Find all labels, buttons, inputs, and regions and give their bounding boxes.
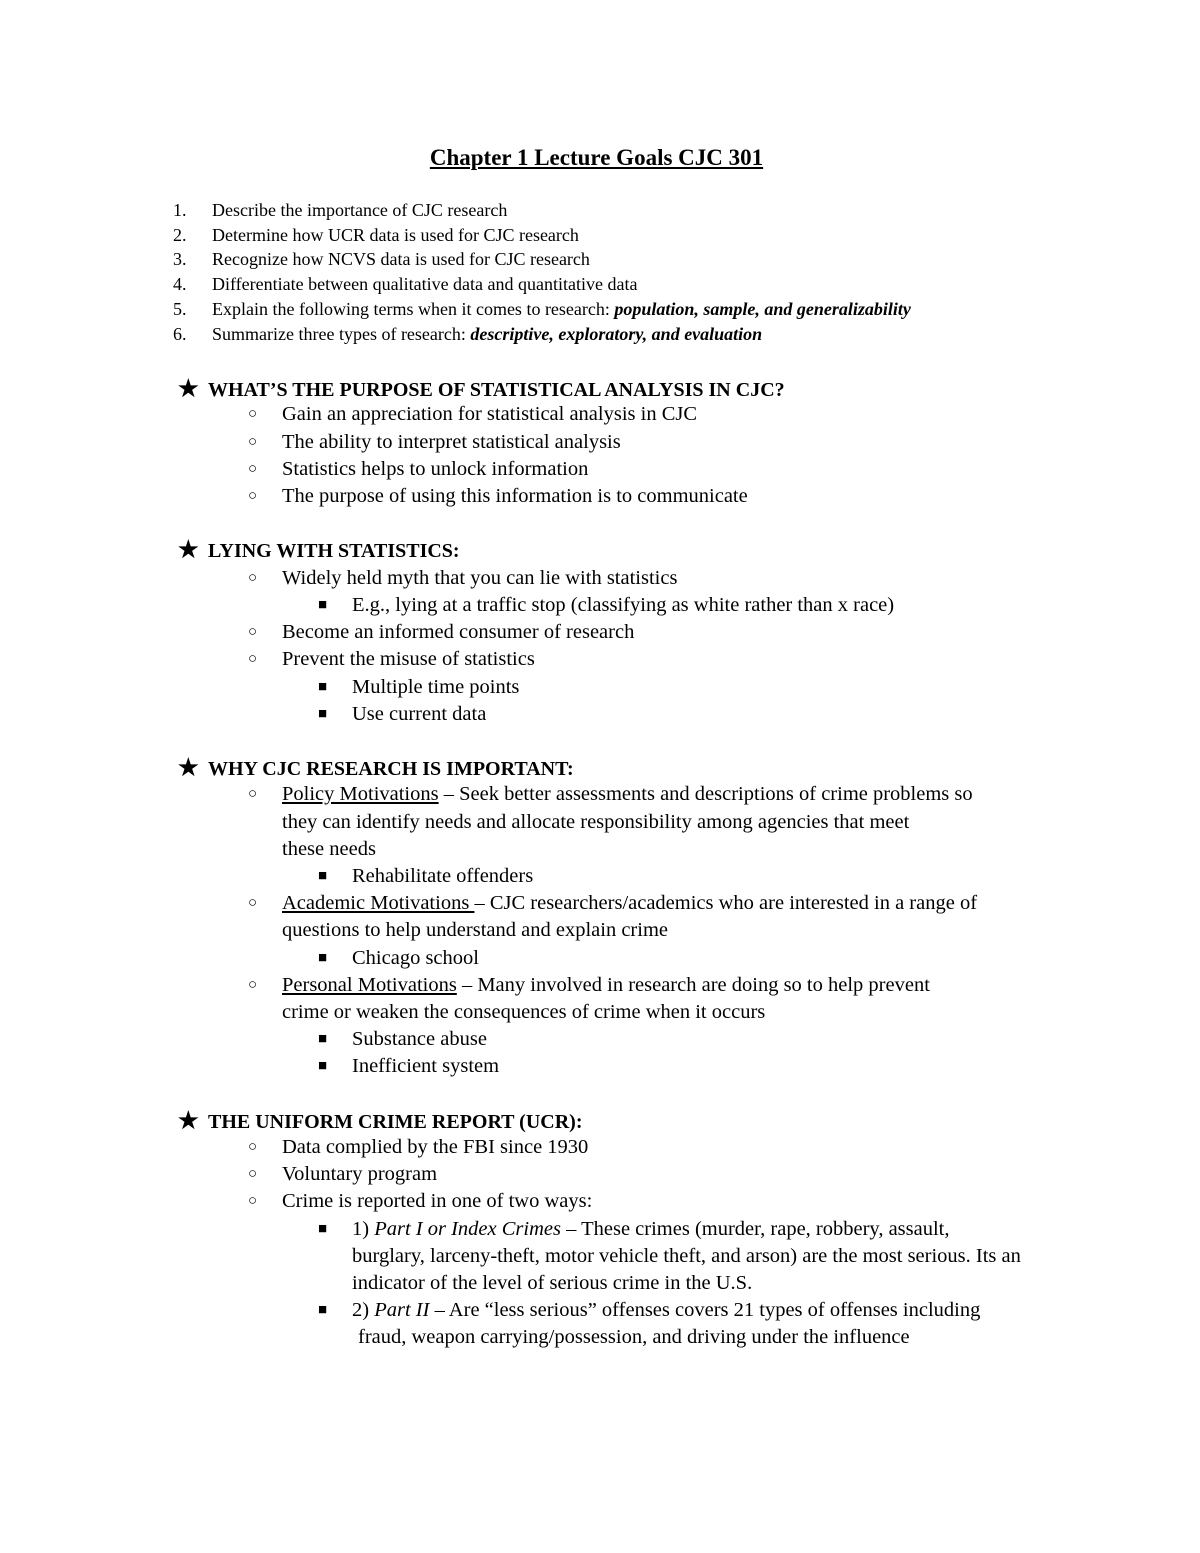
circle-bullet-icon: ○ [248, 461, 258, 477]
goal-number: 5. [173, 299, 187, 319]
goal-number: 4. [173, 274, 187, 294]
goal-number: 1. [173, 200, 187, 220]
goal-text: Determine how UCR data is used for CJC research [212, 225, 579, 245]
square-bullet-icon: ■ [318, 597, 328, 613]
square-bullet-icon: ■ [318, 706, 328, 722]
academic-motivations-label: Academic Motivations [282, 892, 475, 914]
goal-emphasis: population, sample, and generalizability [614, 299, 911, 319]
square-bullet-icon: ■ [318, 950, 328, 966]
goal-text: Describe the importance of CJC research [212, 200, 508, 220]
document-title: Chapter 1 Lecture Goals CJC 301 [429, 145, 764, 170]
circle-bullet-icon: ○ [248, 651, 258, 667]
star-bullet-icon: ★ [178, 376, 199, 401]
star-bullet-icon: ★ [178, 755, 199, 780]
circle-bullet-icon: ○ [248, 1193, 258, 1209]
goal-number: 6. [173, 324, 187, 344]
square-bullet-icon: ■ [318, 1302, 328, 1318]
circle-bullet-icon: ○ [248, 786, 258, 802]
personal-motivations-label: Personal Motivations [282, 974, 457, 996]
circle-bullet-icon: ○ [248, 1139, 258, 1155]
goal-number: 2. [173, 225, 187, 245]
circle-bullet-icon: ○ [248, 406, 258, 422]
goal-text: Differentiate between qualitative data and quantitative data [212, 274, 638, 294]
square-bullet-icon: ■ [318, 1221, 328, 1237]
circle-bullet-icon: ○ [248, 570, 258, 586]
star-bullet-icon: ★ [178, 1108, 199, 1133]
square-bullet-icon: ■ [318, 868, 328, 884]
square-bullet-icon: ■ [318, 1031, 328, 1047]
policy-motivations-label: Policy Motivations [282, 783, 439, 805]
circle-bullet-icon: ○ [248, 434, 258, 450]
section-heading-purpose: ★ WHAT’S THE PURPOSE OF STATISTICAL ANALYSIS IN CJC? [178, 376, 785, 401]
square-bullet-icon: ■ [318, 679, 328, 695]
circle-bullet-icon: ○ [248, 488, 258, 504]
square-bullet-icon: ■ [318, 1058, 328, 1074]
circle-bullet-icon: ○ [248, 624, 258, 640]
circle-bullet-icon: ○ [248, 895, 258, 911]
goal-text: Explain the following terms when it comes to research: population, sample, and generalizability [212, 299, 911, 319]
goal-emphasis: descriptive, exploratory, and evaluation [470, 324, 763, 344]
goal-text: Recognize how NCVS data is used for CJC research [212, 249, 590, 269]
star-bullet-icon: ★ [178, 537, 199, 562]
part-two-label: Part II [374, 1299, 435, 1321]
section-heading-lying: ★ LYING WITH STATISTICS: [178, 537, 460, 562]
circle-bullet-icon: ○ [248, 977, 258, 993]
part-one-label: Part I or Index Crimes [374, 1218, 567, 1240]
circle-bullet-icon: ○ [248, 1166, 258, 1182]
goal-text: Summarize three types of research: descriptive, exploratory, and evaluation [212, 324, 763, 344]
section-heading-ucr: ★ THE UNIFORM CRIME REPORT (UCR): [178, 1108, 583, 1133]
section-heading-why: ★ WHY CJC RESEARCH IS IMPORTANT: [178, 755, 574, 780]
document-page: Chapter 1 Lecture Goals CJC 301 1. Describe the importance of CJC research 2. Determine how UCR data is used for CJC research 3. Recognize how NCVS data is used for CJC research 4. Differentiate between qualitative data and quantitative data 5. Explain the following terms when it comes to research: population, sample, and generalizability 6. Summarize three types of research: descriptive, exploratory, and evaluation ★ WHAT’S THE PURPOSE OF STATISTICAL ANALYSIS IN CJC? ○ Gain an appreciation for statistical analysis in CJC ○ The ability to interpret statistical analysis ○ Statistics helps to unlock information ○ The purpose of using this information is to communicate ★ LYING WITH STATISTICS: ○ Widely held myth that you can lie with statistics ■ E.g., lying at a traffic stop (classifying as white rather than x race) ○ Become an informed consumer of research ○ Prevent the misuse of statistics ■ Multiple time points ■ Use current data ★ WHY CJC RESEARCH IS IMPORTANT: ○ Policy Motivations – Seek better assessments and descriptions of crime problems so they can identify needs and allocate responsibility among agencies that meet these needs ■ Rehabilitate offenders ○ Academic Motivations – CJC researchers/academics who are interested in a range of questions to help understand and explain crime ■ Chicago school ○ Personal Motivations – Many involved in research are doing so to help prevent crime or weaken the consequences of crime when it occurs ■ Substance abuse ■ Inefficient system ★ THE UNIFORM CRIME REPORT (UCR): ○ Data complied by the FBI since 1930 ○ Voluntary program ○ Crime is reported in one of two ways: ■ 1) Part I or Index Crimes – These crimes (murder, rape, robbery, assault, burglary, larceny-theft, motor vehicle theft, and arson) are the most serious. Its an indicator of the level of serious crime in the U.S. ■ 2) Part II – Are “less serious” offenses covers 21 types of offenses including fraud, weapon carrying/possession, and driving under the influence [0, 0, 1200, 1553]
goal-number: 3. [173, 249, 187, 269]
